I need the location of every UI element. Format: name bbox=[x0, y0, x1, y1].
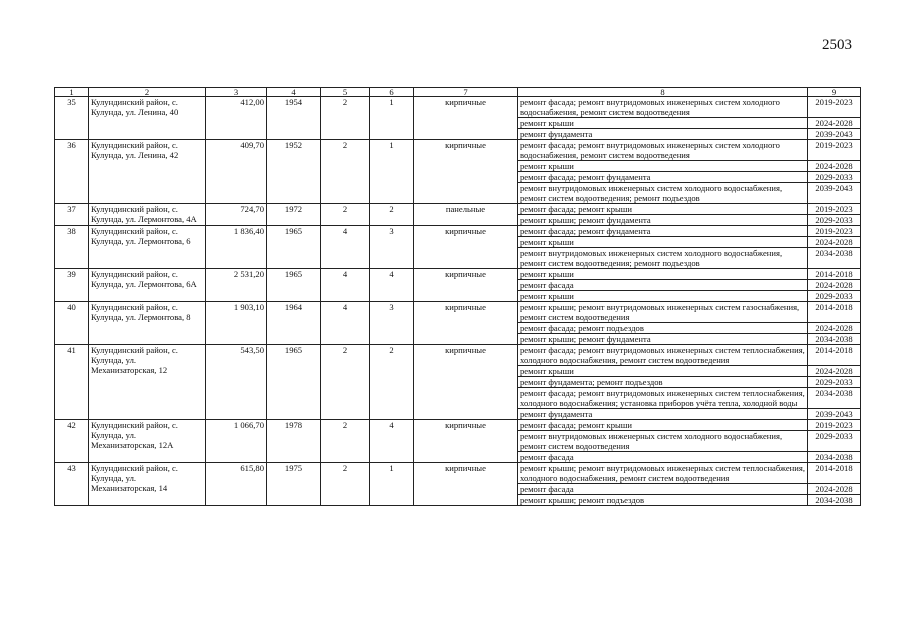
address-cell: Кулундинский район, с. Кулунда, ул. Лермонтова, 6 bbox=[89, 226, 206, 269]
page-number: 2503 bbox=[822, 37, 852, 53]
area-cell: 1 903,10 bbox=[206, 302, 267, 345]
work-type-cell: ремонт фундамента bbox=[518, 129, 808, 140]
period-cell: 2019-2023 bbox=[808, 204, 861, 215]
period-cell: 2024-2028 bbox=[808, 484, 861, 495]
row-number-cell: 36 bbox=[55, 140, 89, 204]
row-number-cell: 35 bbox=[55, 97, 89, 140]
work-type-cell: ремонт внутридомовых инженерных систем холодного водоснабжения, ремонт систем водоотведения; ремонт подъездов bbox=[518, 183, 808, 204]
area-cell: 543,50 bbox=[206, 345, 267, 420]
period-cell: 2034-2038 bbox=[808, 248, 861, 269]
year-cell: 1965 bbox=[267, 226, 321, 269]
table-row bbox=[55, 463, 861, 484]
wall-material-cell: кирпичные bbox=[414, 226, 518, 269]
floors-cell: 2 bbox=[321, 97, 370, 140]
work-type-cell: ремонт фасада; ремонт внутридомовых инженерных систем холодного водоснабжения, ремонт систем водоотведения bbox=[518, 97, 808, 118]
floors-cell: 4 bbox=[321, 226, 370, 269]
area-cell: 2 531,20 bbox=[206, 269, 267, 302]
table-body bbox=[55, 88, 861, 506]
address-cell: Кулундинский район, с. Кулунда, ул. Ленина, 40 bbox=[89, 97, 206, 140]
year-cell: 1954 bbox=[267, 97, 321, 140]
table-row bbox=[55, 420, 861, 431]
period-cell: 2024-2028 bbox=[808, 280, 861, 291]
work-type-cell: ремонт крыши bbox=[518, 118, 808, 129]
period-cell: 2029-2033 bbox=[808, 291, 861, 302]
header-row bbox=[55, 88, 861, 97]
floors-cell: 2 bbox=[321, 204, 370, 226]
work-type-cell: ремонт крыши; ремонт фундамента bbox=[518, 334, 808, 345]
floors-cell: 2 bbox=[321, 140, 370, 204]
period-cell: 2034-2038 bbox=[808, 452, 861, 463]
work-type-cell: ремонт фундамента; ремонт подъездов bbox=[518, 377, 808, 388]
floors-cell: 4 bbox=[321, 302, 370, 345]
header-cell: 3 bbox=[206, 88, 267, 97]
entrances-cell: 3 bbox=[370, 226, 414, 269]
header-cell: 4 bbox=[267, 88, 321, 97]
period-cell: 2034-2038 bbox=[808, 495, 861, 506]
floors-cell: 2 bbox=[321, 463, 370, 506]
entrances-cell: 2 bbox=[370, 204, 414, 226]
work-type-cell: ремонт фасада; ремонт внутридомовых инженерных систем холодного водоснабжения, ремонт систем водоотведения bbox=[518, 140, 808, 161]
wall-material-cell: кирпичные bbox=[414, 345, 518, 420]
row-number-cell: 39 bbox=[55, 269, 89, 302]
period-cell: 2029-2033 bbox=[808, 215, 861, 226]
work-type-cell: ремонт внутридомовых инженерных систем холодного водоснабжения, ремонт систем водоотведения bbox=[518, 431, 808, 452]
address-cell: Кулундинский район, с. Кулунда, ул. Механизаторская, 14 bbox=[89, 463, 206, 506]
work-type-cell: ремонт крыши bbox=[518, 366, 808, 377]
row-number-cell: 37 bbox=[55, 204, 89, 226]
period-cell: 2024-2028 bbox=[808, 366, 861, 377]
period-cell: 2039-2043 bbox=[808, 409, 861, 420]
wall-material-cell: кирпичные bbox=[414, 420, 518, 463]
area-cell: 615,80 bbox=[206, 463, 267, 506]
entrances-cell: 1 bbox=[370, 140, 414, 204]
table-row bbox=[55, 302, 861, 323]
address-cell: Кулундинский район, с. Кулунда, ул. Механизаторская, 12 bbox=[89, 345, 206, 420]
period-cell: 2024-2028 bbox=[808, 323, 861, 334]
entrances-cell: 4 bbox=[370, 420, 414, 463]
area-cell: 409,70 bbox=[206, 140, 267, 204]
work-type-cell: ремонт фасада bbox=[518, 484, 808, 495]
work-type-cell: ремонт крыши; ремонт внутридомовых инженерных систем теплоснабжения, холодного водоснабжения, ремонт систем водоотведения bbox=[518, 463, 808, 484]
period-cell: 2019-2023 bbox=[808, 226, 861, 237]
period-cell: 2034-2038 bbox=[808, 334, 861, 345]
row-number-cell: 38 bbox=[55, 226, 89, 269]
area-cell: 1 066,70 bbox=[206, 420, 267, 463]
area-cell: 1 836,40 bbox=[206, 226, 267, 269]
entrances-cell: 4 bbox=[370, 269, 414, 302]
work-type-cell: ремонт внутридомовых инженерных систем холодного водоснабжения, ремонт систем водоотведения; ремонт подъездов bbox=[518, 248, 808, 269]
entrances-cell: 1 bbox=[370, 97, 414, 140]
table-row bbox=[55, 97, 861, 118]
row-number-cell: 43 bbox=[55, 463, 89, 506]
wall-material-cell: кирпичные bbox=[414, 302, 518, 345]
work-type-cell: ремонт фундамента bbox=[518, 409, 808, 420]
work-type-cell: ремонт фасада; ремонт фундамента bbox=[518, 172, 808, 183]
floors-cell: 2 bbox=[321, 420, 370, 463]
work-type-cell: ремонт крыши bbox=[518, 269, 808, 280]
year-cell: 1975 bbox=[267, 463, 321, 506]
row-number-cell: 41 bbox=[55, 345, 89, 420]
period-cell: 2014-2018 bbox=[808, 345, 861, 366]
area-cell: 724,70 bbox=[206, 204, 267, 226]
address-cell: Кулундинский район, с. Кулунда, ул. Лермонтова, 6А bbox=[89, 269, 206, 302]
registry-table bbox=[54, 87, 861, 506]
work-type-cell: ремонт фасада bbox=[518, 452, 808, 463]
period-cell: 2029-2033 bbox=[808, 431, 861, 452]
header-cell: 6 bbox=[370, 88, 414, 97]
row-number-cell: 40 bbox=[55, 302, 89, 345]
work-type-cell: ремонт крыши; ремонт подъездов bbox=[518, 495, 808, 506]
header-cell: 1 bbox=[55, 88, 89, 97]
period-cell: 2029-2033 bbox=[808, 377, 861, 388]
address-cell: Кулундинский район, с. Кулунда, ул. Ленина, 42 bbox=[89, 140, 206, 204]
address-cell: Кулундинский район, с. Кулунда, ул. Механизаторская, 12А bbox=[89, 420, 206, 463]
period-cell: 2014-2018 bbox=[808, 269, 861, 280]
wall-material-cell: кирпичные bbox=[414, 97, 518, 140]
year-cell: 1965 bbox=[267, 345, 321, 420]
period-cell: 2024-2028 bbox=[808, 237, 861, 248]
work-type-cell: ремонт фасада; ремонт крыши bbox=[518, 204, 808, 215]
wall-material-cell: кирпичные bbox=[414, 140, 518, 204]
year-cell: 1952 bbox=[267, 140, 321, 204]
year-cell: 1978 bbox=[267, 420, 321, 463]
period-cell: 2019-2023 bbox=[808, 97, 861, 118]
period-cell: 2029-2033 bbox=[808, 172, 861, 183]
entrances-cell: 2 bbox=[370, 345, 414, 420]
period-cell: 2014-2018 bbox=[808, 463, 861, 484]
wall-material-cell: кирпичные bbox=[414, 269, 518, 302]
work-type-cell: ремонт фасада bbox=[518, 280, 808, 291]
period-cell: 2034-2038 bbox=[808, 388, 861, 409]
work-type-cell: ремонт фасада; ремонт внутридомовых инженерных систем теплоснабжения, холодного водоснабжения, ремонт систем водоотведения bbox=[518, 345, 808, 366]
area-cell: 412,00 bbox=[206, 97, 267, 140]
entrances-cell: 3 bbox=[370, 302, 414, 345]
header-cell: 7 bbox=[414, 88, 518, 97]
row-number-cell: 42 bbox=[55, 420, 89, 463]
floors-cell: 4 bbox=[321, 269, 370, 302]
work-type-cell: ремонт фасада; ремонт крыши bbox=[518, 420, 808, 431]
entrances-cell: 1 bbox=[370, 463, 414, 506]
floors-cell: 2 bbox=[321, 345, 370, 420]
period-cell: 2039-2043 bbox=[808, 129, 861, 140]
work-type-cell: ремонт крыши bbox=[518, 237, 808, 248]
period-cell: 2014-2018 bbox=[808, 302, 861, 323]
address-cell: Кулундинский район, с. Кулунда, ул. Лермонтова, 8 bbox=[89, 302, 206, 345]
year-cell: 1972 bbox=[267, 204, 321, 226]
period-cell: 2019-2023 bbox=[808, 140, 861, 161]
table-row bbox=[55, 226, 861, 237]
work-type-cell: ремонт крыши; ремонт внутридомовых инженерных систем газоснабжения, ремонт систем водоотведения bbox=[518, 302, 808, 323]
wall-material-cell: панельные bbox=[414, 204, 518, 226]
header-cell: 9 bbox=[808, 88, 861, 97]
work-type-cell: ремонт фасада; ремонт подъездов bbox=[518, 323, 808, 334]
work-type-cell: ремонт фасада; ремонт внутридомовых инженерных систем теплоснабжения, холодного водоснабжения; установка приборов учёта тепла, холодной воды bbox=[518, 388, 808, 409]
work-type-cell: ремонт фасада; ремонт фундамента bbox=[518, 226, 808, 237]
table-row bbox=[55, 269, 861, 280]
work-type-cell: ремонт крыши bbox=[518, 161, 808, 172]
table-row bbox=[55, 140, 861, 161]
period-cell: 2019-2023 bbox=[808, 420, 861, 431]
table-row bbox=[55, 204, 861, 215]
table-row bbox=[55, 345, 861, 366]
period-cell: 2024-2028 bbox=[808, 118, 861, 129]
year-cell: 1965 bbox=[267, 269, 321, 302]
year-cell: 1964 bbox=[267, 302, 321, 345]
work-type-cell: ремонт крыши; ремонт фундамента bbox=[518, 215, 808, 226]
work-type-cell: ремонт крыши bbox=[518, 291, 808, 302]
period-cell: 2024-2028 bbox=[808, 161, 861, 172]
period-cell: 2039-2043 bbox=[808, 183, 861, 204]
header-cell: 2 bbox=[89, 88, 206, 97]
wall-material-cell: кирпичные bbox=[414, 463, 518, 506]
address-cell: Кулундинский район, с. Кулунда, ул. Лермонтова, 4А bbox=[89, 204, 206, 226]
header-cell: 5 bbox=[321, 88, 370, 97]
header-cell: 8 bbox=[518, 88, 808, 97]
